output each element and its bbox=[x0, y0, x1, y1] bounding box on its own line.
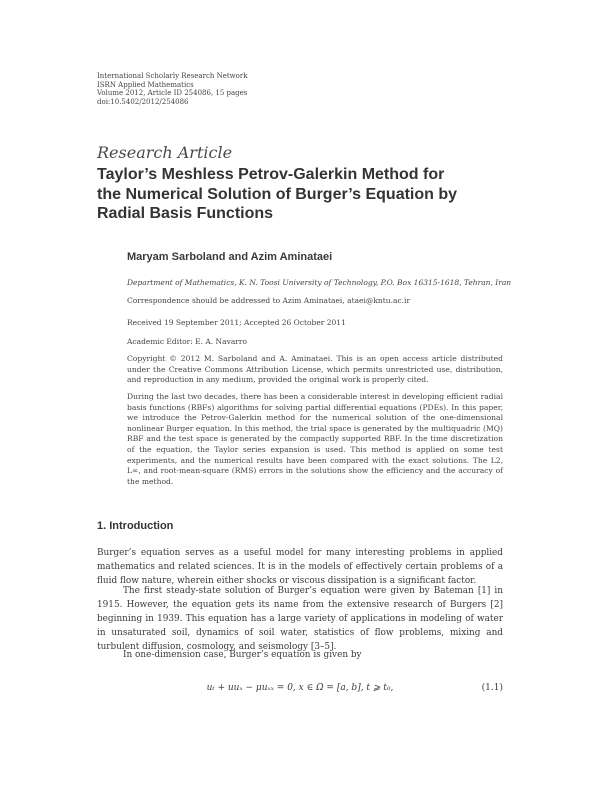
authors: Maryam Sarboland and Azim Aminataei bbox=[127, 251, 333, 263]
correspondence: Correspondence should be addressed to Azim Aminataei, ataei@kntu.ac.ir bbox=[127, 296, 411, 305]
paragraph: Burger’s equation serves as a useful model for many interesting problems in applied mathematics and related sciences. It is in the models of effectively certain problems of a fluid flow nature, wherein either shocks or viscous dissipation is a significant factor. bbox=[97, 548, 503, 587]
academic-editor: Academic Editor: E. A. Navarro bbox=[127, 337, 247, 346]
copyright-notice: Copyright © 2012 M. Sarboland and A. Aminataei. This is an open access article distributed under the Creative Commons Attribution License, which permits unrestricted use, distribution, and reproduction in any medium, provided the original work is properly cited. bbox=[127, 354, 503, 385]
journal-name: International Scholarly Research Network bbox=[97, 72, 248, 80]
affiliation: Department of Mathematics, K. N. Toosi University of Technology, P.O. Box 16315-1618, Tehran, Iran bbox=[127, 278, 512, 287]
equation-body: uₜ + uuₓ − μuₓₓ = 0, x ∈ Ω = [a, b], t ⩾ t₀, bbox=[206, 683, 394, 693]
article-title bbox=[97, 165, 517, 224]
paragraph: The first steady-state solution of Burger’s equation were given by Bateman [1] in 1915. However, the equation gets its name from the extensive research of Burgers [2] beginning in 1939. This equation has a large variety of applications in modeling of water in unsaturated soil, dynamics of soil water, statistics of flow problems, mixing and turbulent diffusion, cosmology, and seismology [3–5]. bbox=[97, 586, 503, 653]
article-type: Research Article bbox=[97, 143, 233, 162]
section-heading: 1. Introduction bbox=[97, 520, 174, 532]
title-line: Taylor’s Meshless Petrov-Galerkin Method for bbox=[97, 166, 445, 183]
title-line: the Numerical Solution of Burger’s Equation by bbox=[97, 185, 458, 203]
abstract: During the last two decades, there has been a considerable interest in developing efficient radial basis functions (RBFs) algorithms for solving partial differential equations (PDEs). In this paper, we introduce the Petrov-Galerkin method for the numerical solution of the one-dimensional nonlinear Burger equation. In this method, the trial space is generated by the multiquadric (MQ) RBF and the test space is generated by the compactly supported RBF. In the time discretization of the equation, the Taylor series expansion is used. This method is applied on some test experiments, and the numerical results have been compared with the exact solutions. The L2, L∞, and root-mean-square (RMS) errors in the solutions show the efficiency and the accuracy of the method. bbox=[127, 392, 503, 486]
equation-number: (1.1) bbox=[481, 683, 503, 693]
volume-info: Volume 2012, Article ID 254086, 15 pages bbox=[97, 89, 248, 97]
equation bbox=[97, 683, 503, 699]
received-accepted-dates: Received 19 September 2011; Accepted 26 October 2011 bbox=[127, 318, 346, 327]
paragraph: In one-dimension case, Burger’s equation is given by bbox=[123, 650, 362, 660]
title-line: Radial Basis Functions bbox=[97, 205, 274, 222]
journal-header bbox=[97, 72, 247, 106]
doi: doi:10.5402/2012/254086 bbox=[97, 97, 189, 106]
publication-name: ISRN Applied Mathematics bbox=[97, 80, 194, 89]
